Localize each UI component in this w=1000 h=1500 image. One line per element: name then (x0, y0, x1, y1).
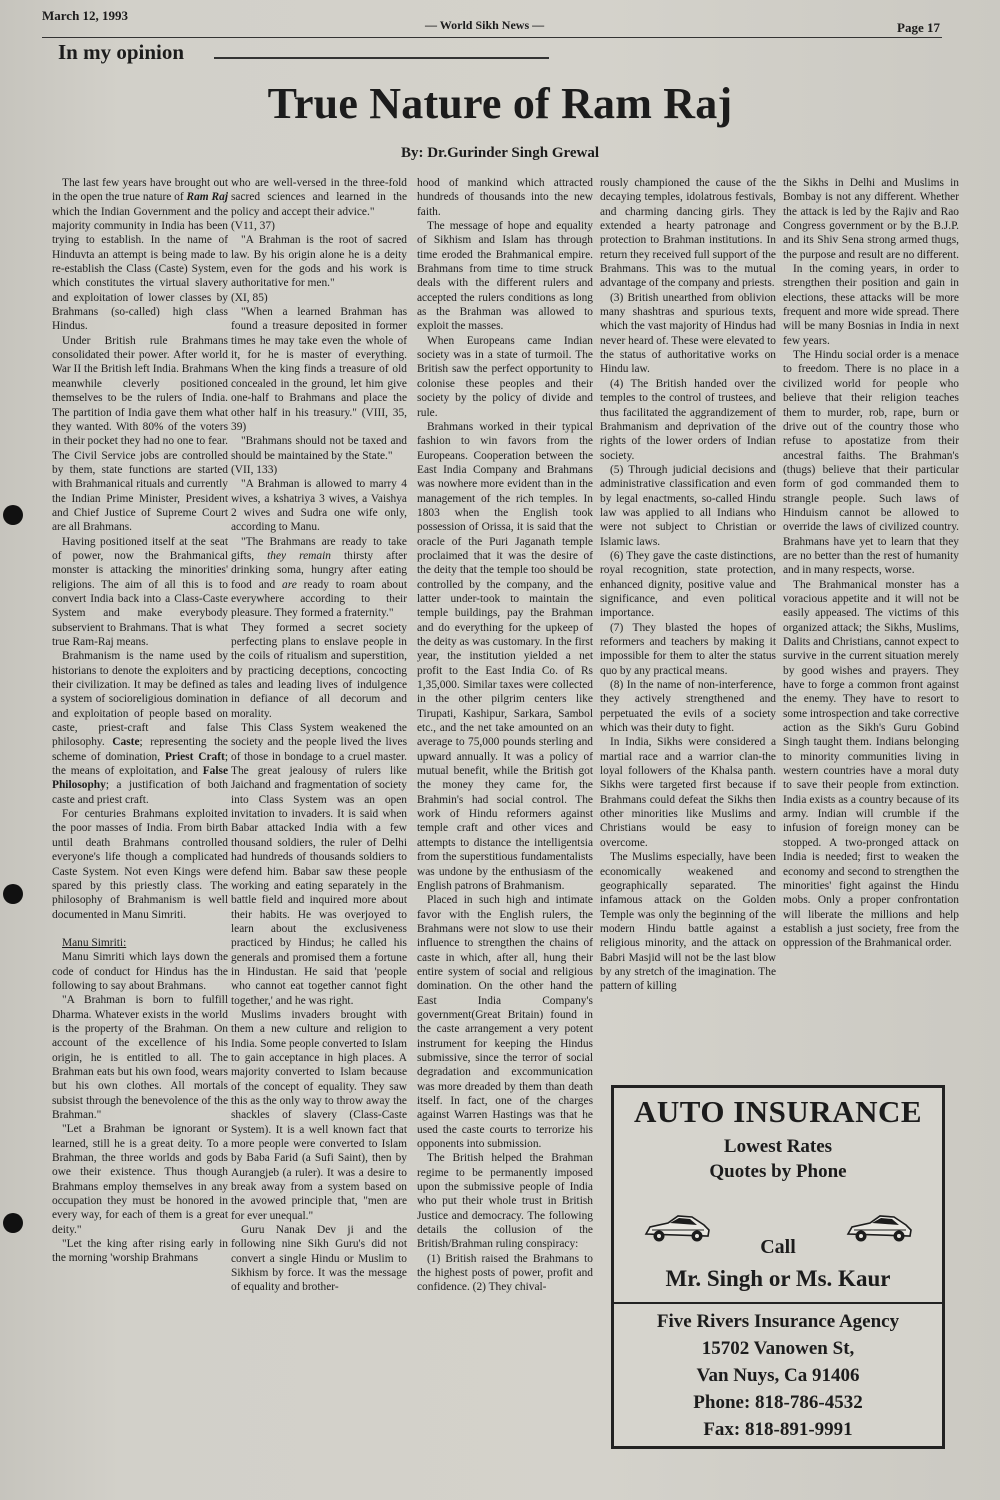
page-number: Page 17 (897, 20, 940, 35)
header-divider (42, 37, 942, 38)
ad-phone: Phone: 818-786-4532 (693, 1392, 863, 1413)
section-divider (214, 57, 549, 59)
binder-hole (3, 505, 23, 525)
ad-call: Call (760, 1236, 796, 1258)
ad-agency: Five Rivers Insurance Agency (656, 1311, 900, 1332)
article-title: True Nature of Ram Raj (267, 79, 733, 128)
article-column-5: the Sikhs in Delhi and Muslims in Bombay is not any different. Whether the attack is led by the Rajiv and Rao Congress government or by the B.J.P. and its Shiv Sena strong armed thugs, the purpose and result are no different. In the coming years, in order to strengthen their position and gain in elections, these attacks will be more frequent and more wide spread. There will be many Bosnias in India in next few years. The Hindu social order is a menace to freedom. There is no place in a civilized world for people who believe that their religion teaches them to murder, rob, rape, burn or drive out of the country those who refuse to apostatize from their ancestral faiths. The Brahman's (thugs) believe that their particular form of god commanded them to strangle people. Such laws of Hinduism cannot be allowed to override the laws of civilized country. Brahmans have yet to learn that they are no better than the rest of humanity and in many respects, worse. The Brahmanical monster has a voracious appetite and it will not be easily appeased. The victims of this organized attack; the Sikhs, Muslims, Dalits and Christians, cannot expect to survive in the current situation merely by good wishes and prayers. They have to forge a common front against the enemy. They have to resort to some introspection and take corrective action as the Sikh's Guru Gobind Singh taught them. Indians belonging to minority communities living in western countries have a moral duty to save their people from extinction. India exists as a country because of its army. Indian will crumble if the infusion of foreign money can be stopped. A two-pronged attack on India is needed; first to weaken the economy and second to strengthen the minorities' fight against the Hindu mobs. Only a proper confrontation will liberate the millions and help establish a just society, free from the oppression of the Brahmanical order. (783, 177, 959, 950)
ad-agents: Mr. Singh or Ms. Kaur (665, 1266, 891, 1291)
article-byline: By: Dr.Gurinder Singh Grewal (400, 145, 600, 161)
ad-street: 15702 Vanowen St, (701, 1338, 855, 1359)
ad-divider (614, 1302, 942, 1304)
ad-contact-block (614, 1308, 942, 1443)
ad-headline: AUTO INSURANCE (633, 1094, 923, 1129)
auto-insurance-ad (611, 1085, 945, 1449)
article-column-1: The last few years have brought out in the open the true nature of Ram Raj which the Indian Government and the majority community in India has been trying to establish. In the name of Hinduvta an attempt is being made to re-establish the Class (Caste) System, which constitutes the virtual slavery and exploitation of lower classes by Brahmans (so-called) high class Hindus. Under British rule Brahmans consolidated their power. After world War II the British left India. Brahmans meanwhile cleverly positioned themselves to be the rulers of India. The partition of India gave them what they wanted. With 80% of the voters in their pocket they had no one to fear. The Civil Service jobs are controlled by them, state functions are started with Brahmanical rituals and currently the Indian Prime Minister, President and Chief Justice of Supreme Court are all Brahmans. Having positioned itself at the seat of power, now the Brahmanical monster is attacking the minorities' religions. The aim of all this is to convert India back into a Class-Caste System and make everybody subservient to Brahmans. That is what true Ram-Raj means. Brahmanism is the name used by historians to denote the exploiters and their civilization. It may be defined as a system of socioreligious domination and exploitation of people based on caste, priest-craft and false philosophy. Caste; representing the scheme of domination, Priest Craft; the means of exploitation, and False Philosophy; a justification of both caste and priest craft. For centuries Brahmans exploited the poor masses of India. From birth until death Brahmans controlled everyone's life though a complicated Caste System. Not even Kings were spared by this priestly class. The philosophy of Brahmanism is well documented in Manu Simriti. Manu Simriti: Manu Simriti which lays down the code of conduct for Hindus has the following to say about Brahmans. "A Brahman is born to fulfill Dharma. Whatever exists in the world is the property of the Brahman. On account of the excellence of his origin, he is entitled to all. The Brahman eats but his own food, wears but his own clothes. All mortals subsist through the benevolence of the Brahman." "Let a Brahman be ignorant or learned, still he is a great deity. To a Brahman, the three worlds and gods owe their existence. Thus though Brahmans employ themselves in any occupation they must be honored in every way, for each of them is a great deity." "Let the king after rising early in the morning 'worship Brahmans (52, 177, 228, 1265)
binder-hole (3, 884, 23, 904)
article-column-4: rously championed the cause of the decaying temples, idolatrous festivals, and charming dancing girls. They extended a hearty patronage and protection to Brahman institutions. In return they received full support of the Brahmans. This was to the mutual advantage of the company and priests. (3) British unearthed from oblivion many shashtras and spurious texts, which the vast majority of Hindus had never heard of. These were elevated to the status of authoritative works on Hindu law. (4) The British handed over the temples to the control of trustees, and thus facilitated the aggrandizement of Brahmanism and deprivation of the rights of the lower orders of Indian society. (5) Through judicial decisions and administrative classification and even by legal enactments, so-called Hindu law was applied to all Indians who were not subject to Christian or Islamic laws. (6) They gave the caste distinctions, royal recognition, state protection, enhanced dignity, positive value and significance, and even political importance. (7) They blasted the hopes of reformers and teachers by making it impossible for them to alter the status quo by any practical means. (8) In the name of non-interference, they actively strengthened and perpetuated the evils of a society which was their duty to fight. In India, Sikhs were considered a martial race and a warrior clan-the loyal followers of the Khalsa panth. Sikhs were targeted first because if Brahmans could defeat the Sikhs then other minorities like Muslims and Christians would be easy to overcome. The Muslims especially, have been economically weakened and geographically separated. The infamous attack on the Golden Temple was only the beginning of the modern Hindu battle against a religious minority, and the attack on Babri Masjid will not be the last blow by any stretch of the imagination. The pattern of killing (600, 177, 776, 993)
publication-name: — World Sikh News — (425, 18, 545, 32)
section-label: In my opinion (58, 40, 185, 64)
ad-rates: Lowest Rates (723, 1136, 833, 1157)
ad-fax: Fax: 818-891-9991 (703, 1419, 853, 1440)
binder-hole (3, 1213, 23, 1233)
ad-quotes: Quotes by Phone (709, 1161, 847, 1182)
ad-city: Van Nuys, Ca 91406 (696, 1365, 860, 1386)
article-column-3: hood of mankind which attracted hundreds of thousands into the new faith. The message of hope and equality of Sikhism and Islam has through time eroded the Brahmanical empire. Brahmans from time to time struck deals with the different rulers and accepted the rulers conditions as long as the Brahman was allowed to exploit the masses. When Europeans came Indian society was in a state of turmoil. The British saw the perfect opportunity to colonise these peoples and their society by the policy of divide and rule. Brahmans worked in their typical fashion to win favors from the Europeans. Cooperation between the East India Company and Brahmans was nowhere more evident than in the management of the rich temples. In 1803 when the English took possession of Orissa, it is said that the oracle of the Puri Jaganath temple proclaimed that it was the desire of the deity that the temple too should be controlled by the company, and the latter under-took to maintain the temple buildings, pay the Brahman and do everything for the upkeep of the deity as was customary. In the first year, the institution yielded a net profit to the East India Co. of Rs 1,35,000. Similar taxes were collected in the other pilgrim centers like Tirupati, Kashipur, Sarkara, Sambol etc., and the net take amounted on an average to 75,000 pounds sterling and upward annually. It was a policy of mutual benefit, while the British got the money they came for, the Brahmin's had social control. The work of Hindu reformers against temple craft and other vices and attempts to distance the intelligentsia from the superstitious fundamentalists was undone by the enthusiasm of the English patrons of Brahmanism. Placed in such high and intimate favor with the English rulers, the Brahmans were not slow to use their influence to strengthen the chains of caste in which, after all, hung their entire system of social and religious domination. On the other hand the East India Company's government(Great Britain) found in the caste arrangement a very potent instrument for keeping the Hindus submissive, since the terror of social degradation and excommunication was more dreaded by them than death itself. In fact, one of the charges against Warren Hastings was that he used the caste courts to terrorize his opponents into submission. The British helped the Brahman regime to be permanently imposed upon the submissive people of India who put their whole trust in British Justice and democracy. The following details the collusion of the British/Brahman ruling conspiracy: (1) British raised the Brahmans to the highest posts of power, profit and confidence. (2) They chival- (417, 177, 593, 1294)
article-column-2: who are well-versed in the three-fold sacred sciences and learned in the policy and accept their advice." (V11, 37) "A Brahman is the root of sacred law. By his origin alone he is a deity even for the gods and his work is authoritative for men." (XI, 85) "When a learned Brahman has found a treasure deposited in former times he may take even the whole of it, for he is master of everything. When the king finds a treasure of old concealed in the ground, let him give one-half to Brahmans and place the other half in his treasury." (VIII, 35, 39) "Brahmans should not be taxed and should be maintained by the State." (VII, 133) "A Brahman is allowed to marry 4 wives, a kshatriya 3 wives, a Vaishya 2 wives and Sudra one wife only, according to Manu. "The Brahmans are ready to take gifts, they remain thirsty after drinking soma, hungry after eating food and are ready to roam about everywhere according to their pleasure. They formed a fraternity." They formed a secret society perfecting plans to enslave people in the coils of ritualism and superstition, by practicing deceptions, concocting tales and leading lives of indulgence in defiance of all decorum and morality. This Class System weakened the society and the people lived the lives of those in bondage to a cruel master. The great jealousy of rulers like Jaichand and fragmentation of society into Class System was an open invitation to invaders. It is said when Babar attacked India with a few thousand soldiers, the ruler of Delhi had hundreds of thousands soldiers to defend him. Babar saw these people working and eating separately in the battle field and inquired more about their habits. He was overjoyed to learn about the exclusiveness practiced by Hindus; he called his generals and promised them a fortune in Hindustan. He said that 'people who cannot eat together cannot fight together,' and he was right. Muslims invaders brought with them a new culture and religion to India. Some people converted to Islam to gain acceptance in high places. A majority converted to Islam because of the concept of equality. They saw this as the only way to throw away the shackles of slavery (Class-Caste System). It is a well known fact that more people were converted to Islam by Baba Farid (a Sufi Saint), then by Aurangjeb (a ruler). It was a desire to break away from a system based on the avowed principle that, "men are for ever unequal." Guru Nanak Dev ji and the following nine Sikh Guru's did not convert a single Hindu or Muslim to Sikhism by force. It was the message of equality and brother- (231, 177, 407, 1294)
issue-date: March 12, 1993 (42, 8, 129, 23)
